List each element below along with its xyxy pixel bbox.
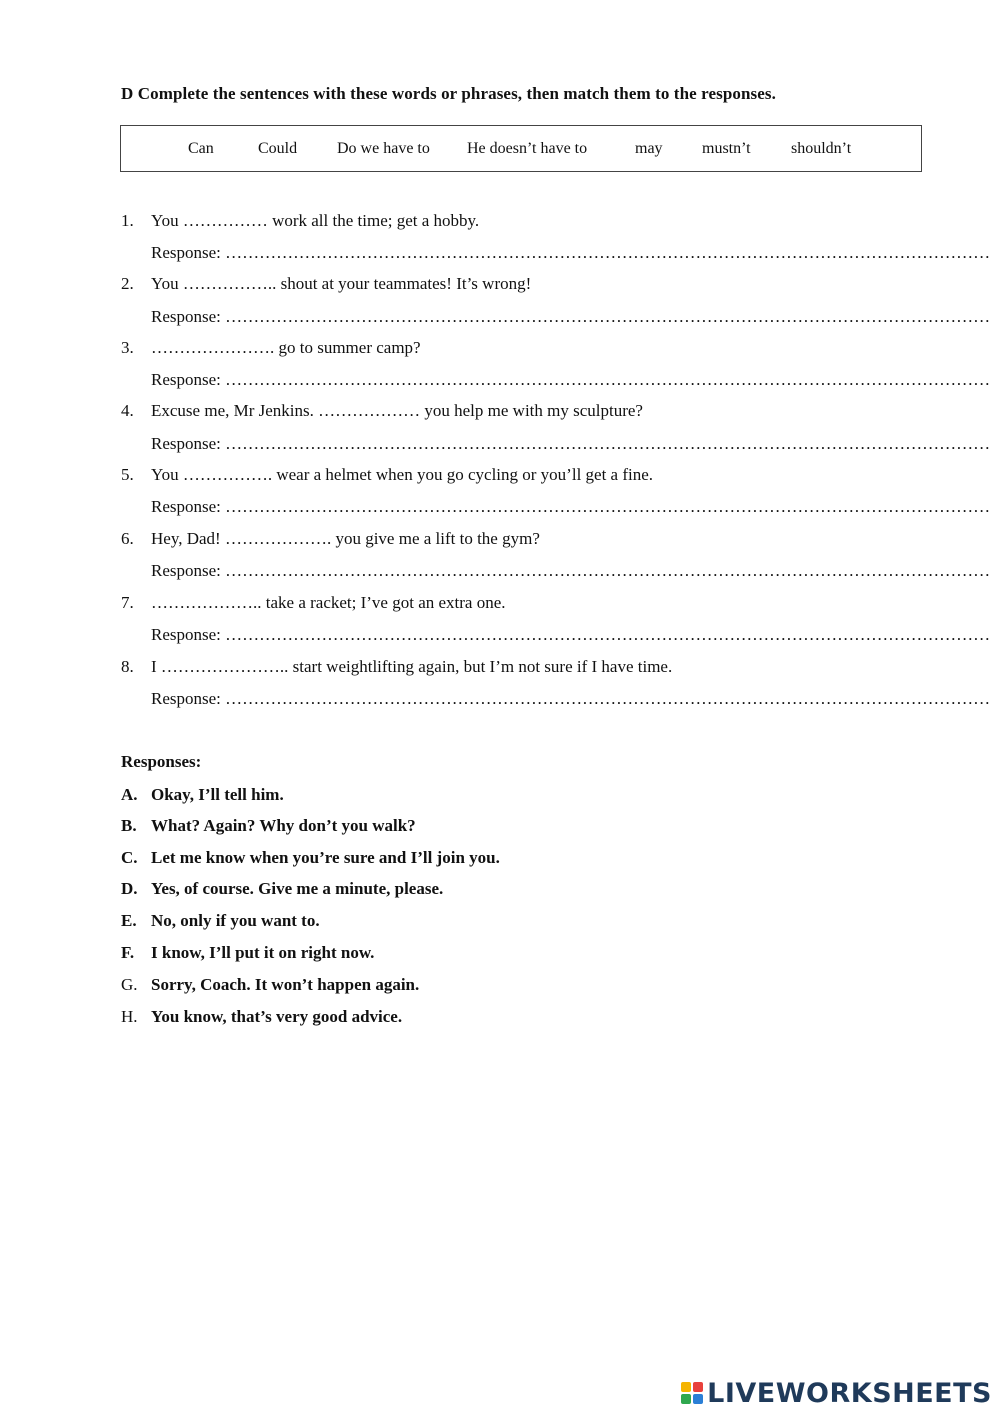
response-option: What? Again? Why don’t you walk? (151, 816, 416, 835)
response-letter: F. (121, 943, 135, 962)
response-letter: A. (121, 785, 138, 804)
word-bank-item: mustn’t (702, 140, 751, 157)
question-number: 8. (121, 657, 134, 676)
response-letter: C. (121, 848, 138, 867)
response-letter: H. (121, 1007, 138, 1026)
response-letter: E. (121, 911, 137, 930)
response-line[interactable]: Response: ……………………………………………………………………………………………………………………… (151, 243, 991, 262)
word-bank-item: shouldn’t (791, 140, 852, 157)
question-text: You ……………. wear a helmet when you go cycling or you’ll get a fine. (151, 465, 654, 484)
question-number: 2. (121, 274, 134, 293)
liveworksheets-logo (681, 1379, 992, 1407)
response-line[interactable]: Response: ……………………………………………………………………………………………………………………… (151, 625, 991, 644)
word-bank-item: Could (258, 140, 298, 157)
logo-square (681, 1394, 691, 1404)
logo-square (681, 1382, 691, 1392)
question-text: Excuse me, Mr Jenkins. ……………… you help me with my sculpture? (151, 401, 643, 420)
question-number: 7. (121, 593, 134, 612)
word-bank-item: Do we have to (337, 140, 430, 157)
question-number: 3. (121, 338, 134, 357)
response-line[interactable]: Response: ……………………………………………………………………………………………………………………… (151, 434, 991, 453)
response-line[interactable]: Response: ……………………………………………………………………………………………………………………… (151, 307, 991, 326)
response-option: I know, I’ll put it on right now. (151, 943, 375, 962)
response-letter: B. (121, 816, 137, 835)
question-number: 5. (121, 465, 134, 484)
logo-square (693, 1394, 703, 1404)
question-text: You …………… work all the time; get a hobby. (151, 211, 480, 230)
word-bank-box (120, 125, 922, 172)
response-letter: G. (121, 975, 138, 994)
response-line[interactable]: Response: ……………………………………………………………………………………………………………………… (151, 561, 991, 580)
question-number: 6. (121, 529, 134, 548)
response-option: Let me know when you’re sure and I’ll join you. (151, 848, 500, 867)
logo-square (693, 1382, 703, 1392)
logo-mark-icon (681, 1382, 703, 1404)
word-bank-item: Can (188, 140, 214, 157)
response-line[interactable]: Response: ……………………………………………………………………………………………………………………… (151, 497, 991, 516)
response-option: Okay, I’ll tell him. (151, 785, 284, 804)
response-option: Sorry, Coach. It won’t happen again. (151, 975, 420, 994)
question-number: 4. (121, 401, 134, 420)
question-text: Hey, Dad! ………………. you give me a lift to the gym? (151, 529, 540, 548)
response-option: You know, that’s very good advice. (151, 1007, 403, 1026)
response-option: No, only if you want to. (151, 911, 320, 930)
word-bank-item: He doesn’t have to (467, 140, 588, 157)
logo-text: LIVEWORKSHEETS (707, 1377, 992, 1409)
instruction-heading: D Complete the sentences with these words or phrases, then match them to the responses. (121, 84, 776, 103)
question-number: 1. (121, 211, 134, 230)
word-bank-item: may (635, 140, 663, 157)
responses-heading: Responses: (121, 752, 202, 771)
response-line[interactable]: Response: ……………………………………………………………………………………………………………………… (151, 689, 991, 708)
question-text: You …………….. shout at your teammates! It’s wrong! (151, 274, 532, 293)
question-text: …………………. go to summer camp? (151, 338, 421, 357)
response-letter: D. (121, 879, 138, 898)
response-line[interactable]: Response: ……………………………………………………………………………………………………………………… (151, 370, 991, 389)
question-text: ……………….. take a racket; I’ve got an extra one. (151, 593, 506, 612)
response-option: Yes, of course. Give me a minute, please. (151, 879, 444, 898)
question-text: I ………………….. start weightlifting again, but I’m not sure if I have time. (151, 657, 673, 676)
